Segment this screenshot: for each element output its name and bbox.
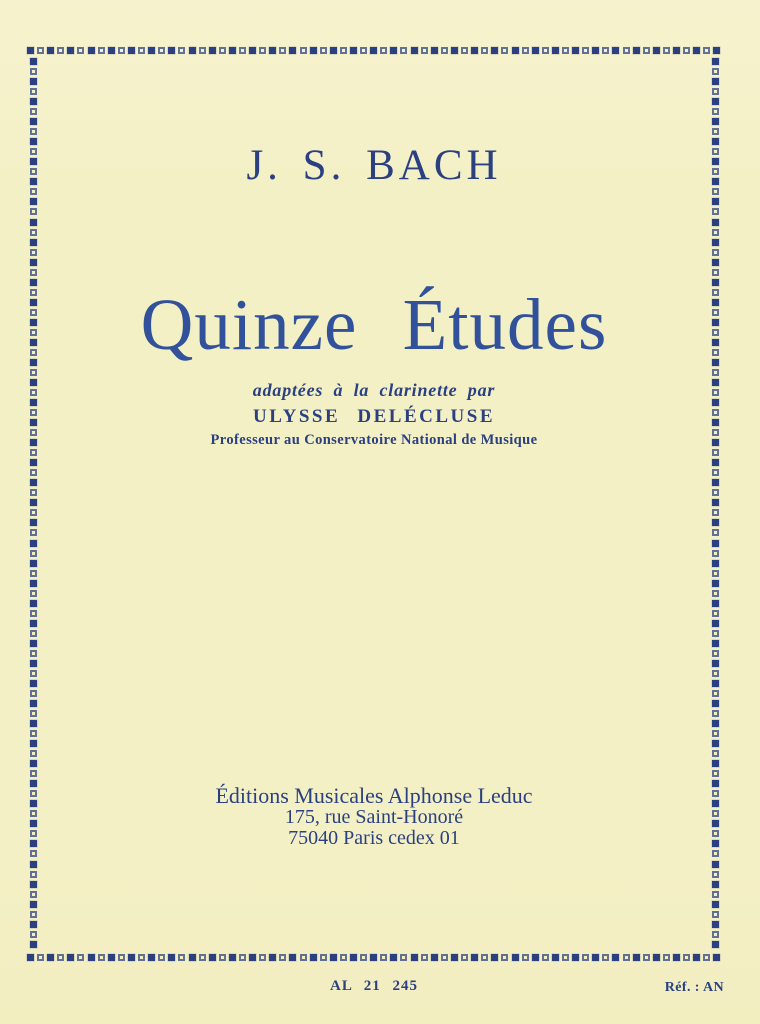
border-square	[572, 47, 579, 54]
border-square	[47, 954, 54, 961]
border-square	[712, 770, 719, 777]
border-square	[712, 931, 719, 938]
border-square	[712, 128, 719, 135]
border-square	[712, 750, 719, 757]
border-square	[189, 954, 196, 961]
border-square	[612, 47, 619, 54]
border-square	[30, 931, 37, 938]
border-square	[30, 600, 37, 607]
border-square	[77, 47, 84, 54]
publisher-street: 175, rue Saint-Honoré	[284, 806, 464, 829]
border-square	[712, 78, 719, 85]
border-square	[712, 550, 719, 557]
border-square	[663, 954, 670, 961]
border-square	[572, 954, 579, 961]
border-square	[712, 68, 719, 75]
border-square	[269, 47, 276, 54]
border-square	[712, 259, 719, 266]
border-square	[712, 369, 719, 376]
border-square	[712, 680, 719, 687]
border-square	[30, 921, 37, 928]
border-square	[57, 954, 64, 961]
border-square	[138, 47, 145, 54]
border-square	[310, 47, 317, 54]
border-square	[653, 47, 660, 54]
border-square	[178, 954, 185, 961]
border-square	[360, 954, 367, 961]
border-square	[30, 690, 37, 697]
border-square	[67, 47, 74, 54]
border-square	[542, 954, 549, 961]
border-square	[712, 529, 719, 536]
border-square	[37, 47, 44, 54]
border-square	[360, 47, 367, 54]
border-square	[30, 630, 37, 637]
border-square	[612, 954, 619, 961]
border-square	[643, 954, 650, 961]
border-square	[30, 901, 37, 908]
border-square	[67, 954, 74, 961]
border-square	[522, 47, 529, 54]
border-square	[30, 88, 37, 95]
border-square	[623, 954, 630, 961]
border-square	[712, 249, 719, 256]
border-square	[350, 954, 357, 961]
border-square	[431, 954, 438, 961]
border-square	[128, 47, 135, 54]
border-square	[30, 750, 37, 757]
border-square	[30, 550, 37, 557]
border-square	[30, 449, 37, 456]
border-square	[451, 954, 458, 961]
border-square	[30, 479, 37, 486]
border-square	[532, 954, 539, 961]
border-square	[30, 469, 37, 476]
border-square	[30, 78, 37, 85]
border-square	[229, 47, 236, 54]
border-square	[491, 47, 498, 54]
border-square	[411, 47, 418, 54]
border-square	[158, 47, 165, 54]
border-square	[431, 47, 438, 54]
border-square	[30, 269, 37, 276]
border-square	[219, 47, 226, 54]
border-square	[512, 954, 519, 961]
border-square	[30, 650, 37, 657]
border-square	[451, 47, 458, 54]
border-square	[168, 954, 175, 961]
border-square	[683, 47, 690, 54]
border-square	[712, 630, 719, 637]
border-square	[633, 47, 640, 54]
border-square	[703, 954, 710, 961]
border-square	[380, 47, 387, 54]
border-square	[30, 279, 37, 286]
border-square	[712, 670, 719, 677]
border-square	[30, 941, 37, 948]
border-square	[712, 600, 719, 607]
border-square	[30, 249, 37, 256]
border-square	[47, 47, 54, 54]
border-square	[30, 560, 37, 567]
border-square	[30, 239, 37, 246]
border-square	[441, 47, 448, 54]
work-title: Quinze Études	[140, 284, 608, 365]
border-square	[501, 954, 508, 961]
border-square	[118, 47, 125, 54]
composer-name: J. S. BACH	[246, 142, 502, 189]
border-square	[713, 47, 720, 54]
border-square	[713, 954, 720, 961]
border-square	[712, 108, 719, 115]
border-square	[703, 47, 710, 54]
border-square	[471, 47, 478, 54]
border-square	[178, 47, 185, 54]
border-square	[30, 730, 37, 737]
border-square	[712, 519, 719, 526]
border-square	[712, 911, 719, 918]
border-square	[712, 590, 719, 597]
border-square	[30, 259, 37, 266]
border-square	[30, 118, 37, 125]
border-square	[562, 954, 569, 961]
border-square	[30, 911, 37, 918]
border-square	[712, 720, 719, 727]
border-square	[330, 47, 337, 54]
border-square	[30, 760, 37, 767]
border-square	[712, 620, 719, 627]
border-square	[77, 954, 84, 961]
border-square	[712, 208, 719, 215]
border-square	[552, 954, 559, 961]
border-square	[461, 47, 468, 54]
border-square	[712, 881, 719, 888]
border-square	[27, 47, 34, 54]
border-square	[712, 740, 719, 747]
border-square	[602, 47, 609, 54]
border-square	[481, 47, 488, 54]
border-square	[712, 580, 719, 587]
border-square	[30, 580, 37, 587]
border-square	[330, 954, 337, 961]
border-square	[441, 954, 448, 961]
border-square	[712, 58, 719, 65]
border-square	[148, 47, 155, 54]
border-square	[532, 47, 539, 54]
border-square	[712, 449, 719, 456]
border-square	[712, 921, 719, 928]
border-square	[712, 871, 719, 878]
border-square	[380, 954, 387, 961]
border-square	[30, 219, 37, 226]
border-square	[712, 219, 719, 226]
border-square	[461, 954, 468, 961]
border-square	[30, 850, 37, 857]
border-square	[320, 47, 327, 54]
border-square	[712, 479, 719, 486]
border-square	[712, 540, 719, 547]
border-square	[30, 489, 37, 496]
border-square	[481, 954, 488, 961]
border-square	[57, 47, 64, 54]
border-square	[501, 47, 508, 54]
border-square	[712, 861, 719, 868]
border-square	[712, 660, 719, 667]
border-square	[592, 47, 599, 54]
border-square	[712, 499, 719, 506]
border-square	[673, 47, 680, 54]
border-square	[108, 47, 115, 54]
border-square	[30, 108, 37, 115]
border-square	[30, 499, 37, 506]
border-square	[712, 239, 719, 246]
border-square	[98, 47, 105, 54]
border-square	[30, 670, 37, 677]
border-square	[30, 861, 37, 868]
border-square	[30, 640, 37, 647]
border-square	[712, 730, 719, 737]
border-square	[552, 47, 559, 54]
publisher-name: Éditions Musicales Alphonse Leduc	[215, 783, 533, 808]
border-square	[522, 954, 529, 961]
border-square	[512, 47, 519, 54]
border-square	[269, 954, 276, 961]
publisher-block	[27, 784, 721, 849]
border-square	[30, 720, 37, 727]
border-square	[683, 954, 690, 961]
border-square	[168, 47, 175, 54]
border-square	[128, 954, 135, 961]
border-square	[712, 710, 719, 717]
border-square	[712, 560, 719, 567]
border-square	[138, 954, 145, 961]
footer-refs	[27, 978, 724, 998]
border-square	[209, 47, 216, 54]
border-square	[712, 891, 719, 898]
border-square	[633, 954, 640, 961]
border-square	[279, 47, 286, 54]
border-square	[370, 47, 377, 54]
border-square	[712, 901, 719, 908]
border-square	[279, 954, 286, 961]
border-square	[30, 128, 37, 135]
border-square	[259, 47, 266, 54]
border-square	[582, 954, 589, 961]
border-square	[712, 88, 719, 95]
border-square	[30, 529, 37, 536]
border-square	[189, 47, 196, 54]
border-square	[673, 954, 680, 961]
border-square	[643, 47, 650, 54]
border-square	[602, 954, 609, 961]
border-square	[712, 640, 719, 647]
border-square	[712, 700, 719, 707]
border-square	[30, 208, 37, 215]
border-square	[199, 954, 206, 961]
border-square	[30, 198, 37, 205]
border-square	[471, 954, 478, 961]
border-square	[712, 690, 719, 697]
border-square	[712, 198, 719, 205]
catalog-reference: Réf. : AN	[664, 980, 724, 995]
border-square	[249, 954, 256, 961]
border-square	[229, 954, 236, 961]
border-square	[712, 229, 719, 236]
border-square	[542, 47, 549, 54]
border-square	[239, 954, 246, 961]
border-square	[30, 740, 37, 747]
border-square	[108, 954, 115, 961]
border-square	[30, 229, 37, 236]
border-square	[118, 954, 125, 961]
border-square	[712, 98, 719, 105]
border-square	[712, 610, 719, 617]
border-square	[562, 47, 569, 54]
border-square	[30, 770, 37, 777]
border-square	[712, 459, 719, 466]
border-square	[320, 954, 327, 961]
border-square	[37, 954, 44, 961]
border-square	[712, 650, 719, 657]
adaptation-line: adaptées à la clarinette par	[252, 380, 496, 400]
border-square	[712, 489, 719, 496]
plate-number: AL 21 245	[329, 978, 418, 994]
border-square	[289, 47, 296, 54]
border-square	[310, 954, 317, 961]
border-square	[582, 47, 589, 54]
border-square	[340, 954, 347, 961]
arranger-name: ULYSSE DELÉCLUSE	[252, 406, 496, 427]
border-square	[712, 570, 719, 577]
border-square	[158, 954, 165, 961]
border-square	[30, 519, 37, 526]
border-square	[249, 47, 256, 54]
border-square	[209, 954, 216, 961]
border-square	[370, 954, 377, 961]
border-square	[693, 954, 700, 961]
border-square	[30, 891, 37, 898]
border-square	[30, 710, 37, 717]
publisher-city: 75040 Paris cedex 01	[288, 827, 460, 850]
border-square	[30, 881, 37, 888]
border-square	[350, 47, 357, 54]
border-square	[340, 47, 347, 54]
border-square	[289, 954, 296, 961]
arranger-title: Professeur au Conservatoire National de Musique	[210, 432, 538, 448]
border-square	[30, 540, 37, 547]
border-square	[712, 269, 719, 276]
border-square	[98, 954, 105, 961]
border-square	[30, 660, 37, 667]
border-square	[148, 954, 155, 961]
border-square	[219, 954, 226, 961]
decorative-border-top-icon	[27, 44, 721, 56]
border-square	[30, 590, 37, 597]
decorative-border-bottom-icon	[27, 951, 721, 963]
border-square	[30, 680, 37, 687]
border-square	[199, 47, 206, 54]
border-square	[30, 369, 37, 376]
border-square	[663, 47, 670, 54]
border-square	[30, 620, 37, 627]
border-square	[30, 509, 37, 516]
border-square	[300, 47, 307, 54]
border-square	[30, 570, 37, 577]
border-square	[592, 954, 599, 961]
border-square	[259, 954, 266, 961]
border-square	[300, 954, 307, 961]
border-square	[712, 469, 719, 476]
border-square	[411, 954, 418, 961]
border-square	[421, 954, 428, 961]
border-square	[712, 279, 719, 286]
border-square	[390, 47, 397, 54]
border-square	[712, 118, 719, 125]
border-square	[712, 850, 719, 857]
border-square	[239, 47, 246, 54]
border-square	[653, 954, 660, 961]
border-square	[400, 47, 407, 54]
border-square	[390, 954, 397, 961]
border-square	[712, 760, 719, 767]
border-square	[712, 509, 719, 516]
border-square	[30, 700, 37, 707]
border-square	[88, 954, 95, 961]
border-square	[712, 941, 719, 948]
border-square	[30, 58, 37, 65]
border-square	[400, 954, 407, 961]
border-square	[27, 954, 34, 961]
border-square	[693, 47, 700, 54]
border-square	[88, 47, 95, 54]
border-square	[421, 47, 428, 54]
border-square	[30, 610, 37, 617]
border-square	[30, 98, 37, 105]
border-square	[30, 68, 37, 75]
border-square	[491, 954, 498, 961]
border-square	[623, 47, 630, 54]
border-square	[30, 459, 37, 466]
border-square	[30, 871, 37, 878]
